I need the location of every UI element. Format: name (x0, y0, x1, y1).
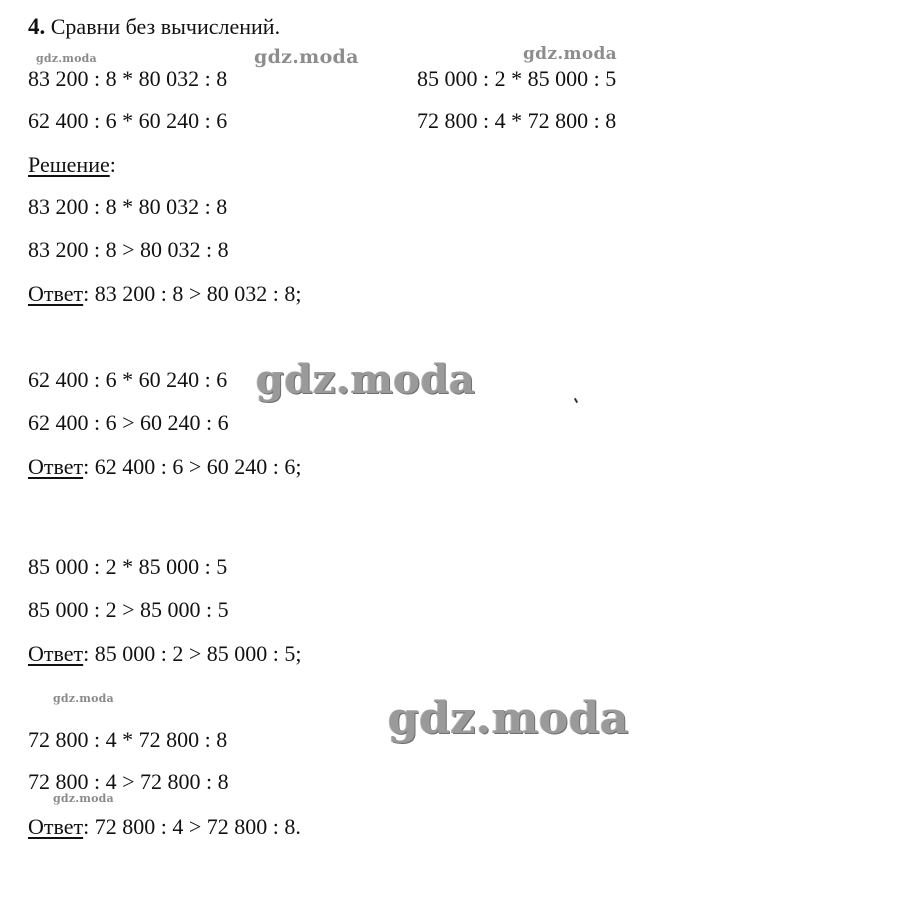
answer-label: Ответ (28, 454, 84, 479)
solution-colon: : (109, 152, 116, 177)
watermark-large-1: gdz.moda (256, 356, 476, 403)
block-4-given: 72 800 : 4 * 72 800 : 8 (28, 727, 228, 752)
answer-label: Ответ (28, 641, 84, 666)
problem-right-2: 72 800 : 4 * 72 800 : 8 (417, 108, 617, 133)
problem-left-2: 62 400 : 6 * 60 240 : 6 (28, 108, 228, 133)
block-3-given: 85 000 : 2 * 85 000 : 5 (28, 554, 228, 579)
block-3-compared: 85 000 : 2 > 85 000 : 5 (28, 597, 229, 622)
task-header (28, 14, 280, 40)
block-2-given: 62 400 : 6 * 60 240 : 6 (28, 367, 228, 392)
block-1-given: 83 200 : 8 * 80 032 : 8 (28, 194, 228, 219)
block-2-compared: 62 400 : 6 > 60 240 : 6 (28, 410, 229, 435)
block-4-answer (28, 814, 301, 840)
block-4-compared: 72 800 : 4 > 72 800 : 8 (28, 769, 229, 794)
answer-label: Ответ (28, 814, 84, 839)
watermark-medium-1: gdz.moda (254, 46, 359, 68)
watermark-small-2: gdz.moda (53, 692, 114, 705)
watermark-small-3: gdz.moda (53, 792, 114, 805)
task-title: Сравни без вычислений. (50, 14, 281, 39)
task-number: 4. (28, 14, 46, 39)
block-3-answer (28, 641, 302, 667)
solution-label: Решение (28, 152, 110, 177)
watermark-small-1: gdz.moda (36, 52, 97, 65)
block-2-answer-text: : 62 400 : 6 > 60 240 : 6; (83, 454, 302, 479)
watermark-medium-2: gdz.moda (523, 44, 617, 64)
block-4-answer-text: : 72 800 : 4 > 72 800 : 8. (83, 814, 301, 839)
watermark-large-2: gdz.moda (388, 693, 630, 744)
answer-label: Ответ (28, 281, 84, 306)
block-1-compared: 83 200 : 8 > 80 032 : 8 (28, 237, 229, 262)
block-1-answer-text: : 83 200 : 8 > 80 032 : 8; (83, 281, 302, 306)
scan-speck (574, 398, 578, 403)
block-3-answer-text: : 85 000 : 2 > 85 000 : 5; (83, 641, 302, 666)
problem-right-1: 85 000 : 2 * 85 000 : 5 (417, 66, 617, 91)
block-1-answer (28, 281, 302, 307)
block-2-answer (28, 454, 302, 480)
solution-heading (28, 152, 116, 178)
problem-left-1: 83 200 : 8 * 80 032 : 8 (28, 66, 228, 91)
